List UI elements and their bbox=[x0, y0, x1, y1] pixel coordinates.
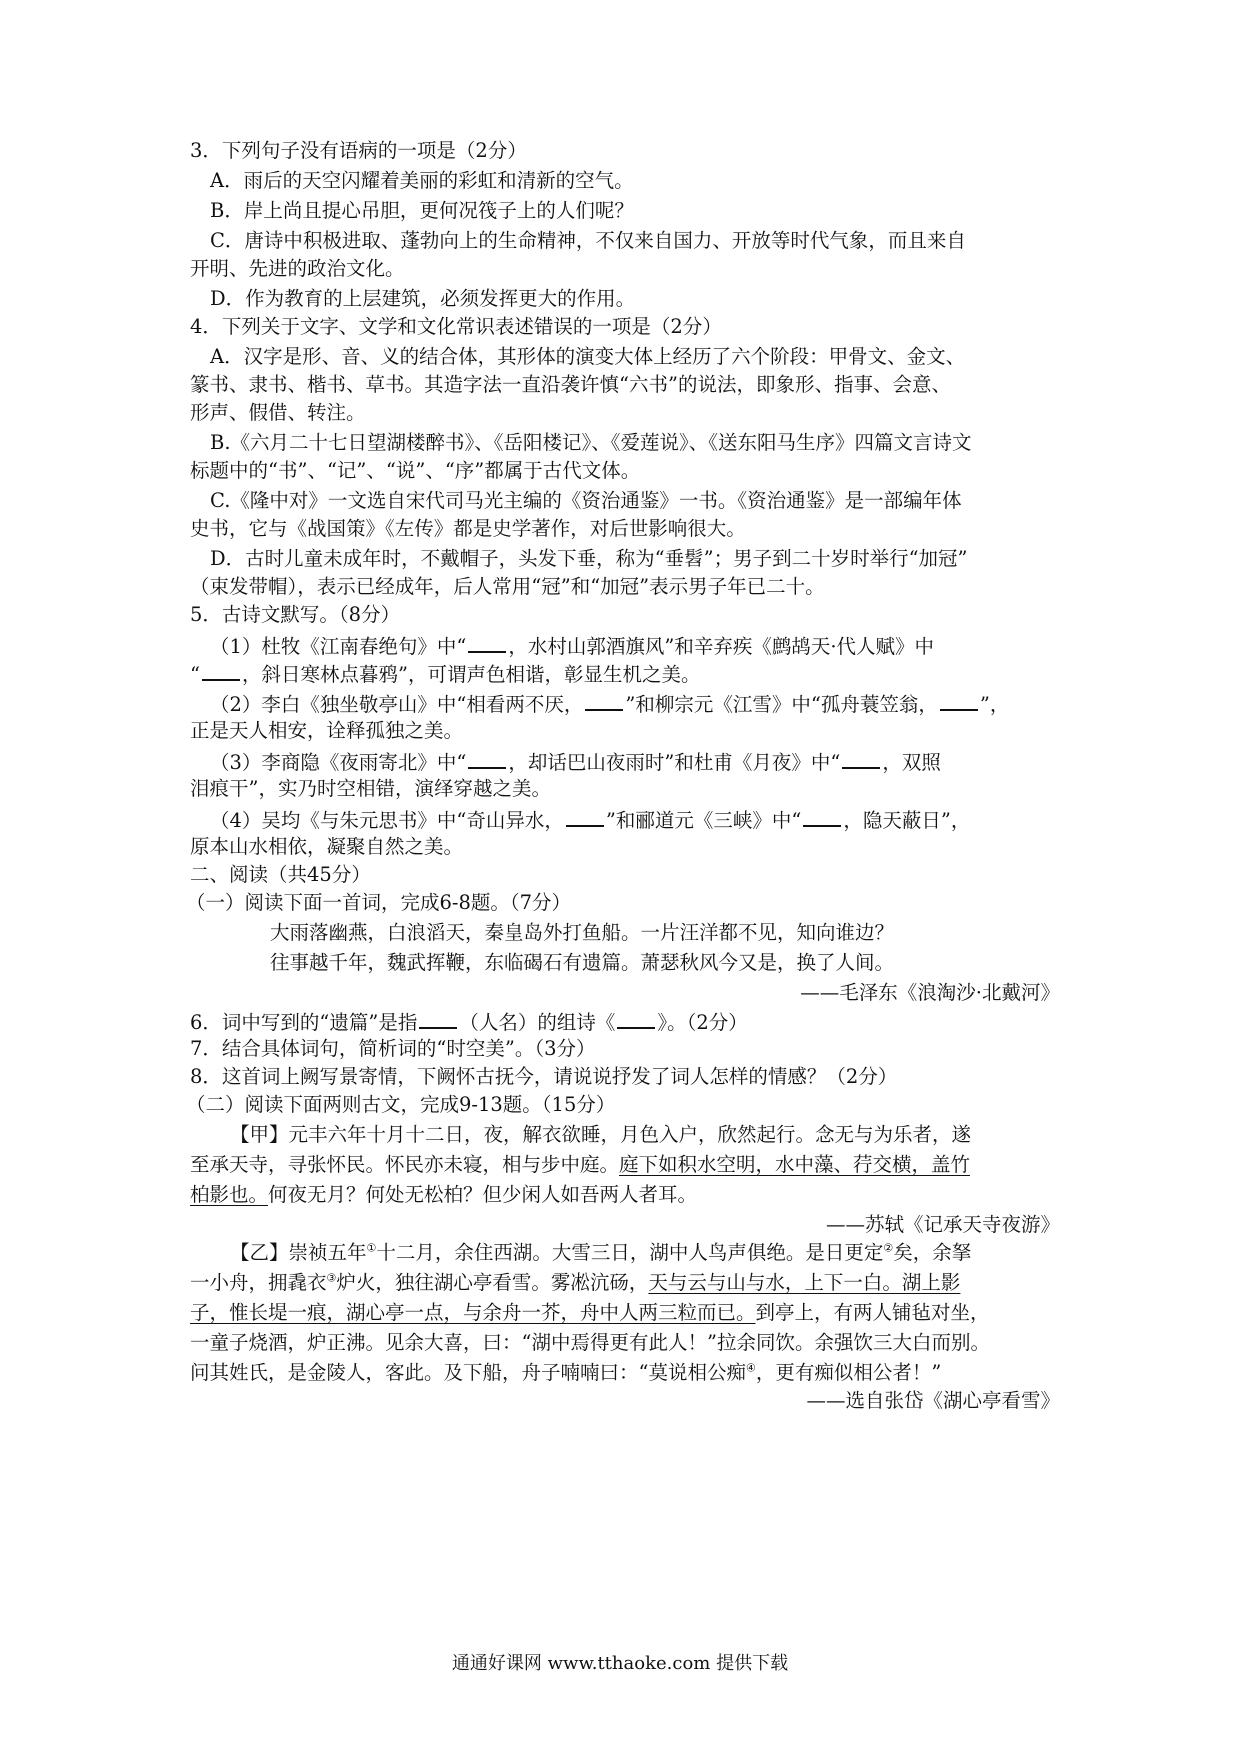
passage-yi-text: 十二月，余住西湖。大雪三日，湖中人鸟声俱绝。是日更定 bbox=[376, 1241, 884, 1264]
section-2-title: 二、阅读（共45分） bbox=[190, 863, 371, 886]
q5-item2-text-c: ”， bbox=[979, 693, 1010, 716]
q3-option-b: B．岸上尚且提心吊胆，更何况筏子上的人们呢？ bbox=[210, 199, 634, 222]
q5-item3-text-c: ，双照 bbox=[882, 751, 941, 774]
passage-yi-text: 问其姓氏，是金陵人，客此。及下船，舟子喃喃曰：“莫说相公痴 bbox=[190, 1361, 746, 1384]
q5-item1-line2 bbox=[190, 661, 1060, 687]
q5-item3-line1 bbox=[210, 749, 1080, 775]
answer-blank bbox=[940, 691, 978, 711]
answer-blank bbox=[468, 633, 506, 653]
q3-option-d: D．作为教育的上层建筑，必须发挥更大的作用。 bbox=[210, 287, 636, 310]
poem-source: ——毛泽东《浪淘沙·北戴河》 bbox=[800, 981, 1060, 1004]
answer-blank bbox=[803, 807, 841, 827]
passage-jia-underlined: 柏影也。 bbox=[190, 1183, 269, 1206]
q4-option-d-line2: （束发带帽），表示已经成年，后人常用“冠”和“加冠”表示男子年已二十。 bbox=[190, 575, 825, 598]
answer-blank bbox=[468, 749, 506, 769]
answer-blank bbox=[842, 749, 880, 769]
q4-option-a-line2: 篆书、隶书、楷书、草书。其造字法一直沿袭许慎“六书”的说法，即象形、指事、会意、 bbox=[190, 373, 951, 396]
q4-option-b-line1: B.《六月二十七日望湖楼醉书》、《岳阳楼记》、《爱莲说》、《送东阳马生序》四篇文言诗文 bbox=[210, 431, 972, 454]
passage-yi-text: 矣，余拏 bbox=[893, 1241, 972, 1264]
answer-blank bbox=[585, 691, 623, 711]
q5-item2-text-a: （2）李白《独坐敬亭山》中“相看两不厌， bbox=[210, 693, 584, 716]
q5-item1-line1 bbox=[210, 633, 1080, 659]
q6-text-a: 6．词中写到的“遗篇”是指 bbox=[190, 1011, 418, 1034]
q8: 8．这首词上阙写景寄情，下阙怀古抚今，请说说抒发了词人怎样的情感？（2分） bbox=[190, 1065, 898, 1088]
answer-blank bbox=[566, 807, 604, 827]
passage-yi-underlined: 子，惟长堤一痕，湖心亭一点，与余舟一芥，舟中人两三粒而已。 bbox=[190, 1301, 756, 1324]
q4-option-d-line1: D．古时儿童未成年时，不戴帽子，头发下垂，称为“垂髫”；男子到二十岁时举行“加冠” bbox=[210, 547, 968, 570]
q5-item3-text-b: ，却话巴山夜雨时”和杜甫《月夜》中“ bbox=[508, 751, 841, 774]
q6-text-c: 》。（2分） bbox=[657, 1011, 748, 1034]
q3-stem: 3．下列句子没有语病的一项是（2分） bbox=[190, 139, 527, 162]
footnote-mark: ③ bbox=[326, 1271, 337, 1285]
footnote-mark: ① bbox=[366, 1241, 377, 1255]
answer-blank bbox=[617, 1009, 655, 1029]
q4-option-b-line2: 标题中的“书”、“记”、“说”、“序”都属于古代文体。 bbox=[190, 459, 641, 482]
passage-yi-text: 【乙】崇祯五年 bbox=[230, 1241, 367, 1264]
subsection-1-title: （一）阅读下面一首词，完成6-8题。（7分） bbox=[186, 891, 572, 914]
poem-line-2: 往事越千年，魏武挥鞭，东临碣石有遗篇。萧瑟秋风今又是，换了人间。 bbox=[270, 951, 895, 974]
q5-item4-text-c: ，隐天蔽日”， bbox=[843, 809, 971, 832]
q5-item2-line1 bbox=[210, 691, 1080, 717]
q5-item1-text-a: （1）杜牧《江南春绝句》中“ bbox=[210, 635, 467, 658]
passage-yi-text: 到亭上，有两人铺毡对坐， bbox=[755, 1301, 990, 1324]
page-footer: 通通好课网 www.tthaoke.com 提供下载 bbox=[451, 1653, 789, 1674]
passage-jia-line3 bbox=[190, 1183, 1060, 1207]
passage-jia-text: 至承天寺，寻张怀民。怀民亦未寝，相与步中庭。 bbox=[190, 1153, 620, 1176]
q5-item1-text-d: ，斜日寒林点暮鸦”，可谓声色相谐，彰显生机之美。 bbox=[241, 663, 701, 686]
q5-item1-text-c: “ bbox=[190, 663, 200, 686]
q6-text-b: （人名）的组诗《 bbox=[459, 1011, 616, 1034]
passage-yi-line1 bbox=[230, 1241, 1100, 1265]
passage-yi-text: 炉火，独往湖心亭看雪。雾凇沆砀， bbox=[336, 1271, 649, 1294]
q5-item4-line2: 原本山水相依，凝聚自然之美。 bbox=[190, 835, 464, 858]
footnote-mark: ② bbox=[883, 1241, 894, 1255]
q3-option-c-line1: C．唐诗中积极进取、蓬勃向上的生命精神，不仅来自国力、开放等时代气象，而且来自 bbox=[210, 229, 966, 252]
passage-jia-line2 bbox=[190, 1153, 1060, 1177]
q5-item4-text-a: （4）吴均《与朱元思书》中“奇山异水， bbox=[210, 809, 564, 832]
passage-jia-text: 何夜无月？何处无松柏？但少闲人如吾两人者耳。 bbox=[268, 1183, 698, 1206]
q5-item4-text-b: ”和郦道元《三峡》中“ bbox=[605, 809, 802, 832]
passage-yi-line2 bbox=[190, 1271, 1060, 1295]
passage-jia-underlined: 庭下如积水空明，水中藻、荇交横，盖竹 bbox=[619, 1153, 971, 1176]
q5-item2-line2: 正是天人相安，诠释孤独之美。 bbox=[190, 719, 464, 742]
poem-line-1: 大雨落幽燕，白浪滔天，秦皇岛外打鱼船。一片汪洋都不见，知向谁边？ bbox=[270, 921, 895, 944]
passage-yi-line3 bbox=[190, 1301, 1060, 1325]
passage-yi-text: ，更有痴似相公者！” bbox=[755, 1361, 942, 1384]
answer-blank bbox=[419, 1009, 457, 1029]
passage-jia-line1: 【甲】元丰六年十月十二日，夜，解衣欲睡，月色入户，欣然起行。念无与为乐者，遂 bbox=[230, 1123, 972, 1146]
q5-item3-line2: 泪痕干”，实乃时空相错，演绎穿越之美。 bbox=[190, 777, 551, 800]
q5-item4-line1 bbox=[210, 807, 1080, 833]
passage-yi-line4: 一童子烧酒，炉正沸。见余大喜，曰：“湖中焉得更有此人！”拉余同饮。余强饮三大白而别。 bbox=[190, 1331, 990, 1354]
passage-jia-source: ——苏轼《记承天寺夜游》 bbox=[825, 1213, 1060, 1236]
subsection-2-title: （二）阅读下面两则古文，完成9-13题。（15分） bbox=[186, 1093, 616, 1116]
q4-option-c-line2: 史书，它与《战国策》《左传》都是史学著作，对后世影响很大。 bbox=[190, 517, 746, 540]
q3-option-a: A．雨后的天空闪耀着美丽的彩虹和清新的空气。 bbox=[210, 169, 634, 192]
footnote-mark: ④ bbox=[745, 1361, 756, 1375]
passage-yi-underlined: 天与云与山与水，上下一白。湖上影 bbox=[648, 1271, 961, 1294]
passage-yi-line5 bbox=[190, 1361, 1060, 1385]
q4-stem: 4．下列关于文字、文学和文化常识表述错误的一项是（2分） bbox=[190, 315, 722, 338]
q4-option-c-line1: C.《隆中对》一文选自宋代司马光主编的《资治通鉴》一书。《资治通鉴》是一部编年体 bbox=[210, 489, 962, 512]
passage-yi-source: ——选自张岱《湖心亭看雪》 bbox=[806, 1389, 1060, 1412]
q7: 7．结合具体词句，简析词的“时空美”。（3分） bbox=[190, 1037, 596, 1060]
q6 bbox=[190, 1009, 1060, 1035]
q4-option-a-line3: 形声、假借、转注。 bbox=[190, 401, 366, 424]
q4-option-a-line1: A．汉字是形、音、义的结合体，其形体的演变大体上经历了六个阶段：甲骨文、金文、 bbox=[210, 345, 966, 368]
passage-yi-text: 一小舟，拥毳衣 bbox=[190, 1271, 327, 1294]
answer-blank bbox=[202, 661, 240, 681]
q3-option-c-line2: 开明、先进的政治文化。 bbox=[190, 257, 405, 280]
q5-item2-text-b: ”和柳宗元《江雪》中“孤舟蓑笠翁， bbox=[625, 693, 938, 716]
q5-item3-text-a: （3）李商隐《夜雨寄北》中“ bbox=[210, 751, 467, 774]
q5-stem: 5．古诗文默写。（8分） bbox=[190, 603, 401, 626]
q5-item1-text-b: ，水村山郭酒旗风”和辛弃疾《鹧鸪天·代人赋》中 bbox=[508, 635, 935, 658]
